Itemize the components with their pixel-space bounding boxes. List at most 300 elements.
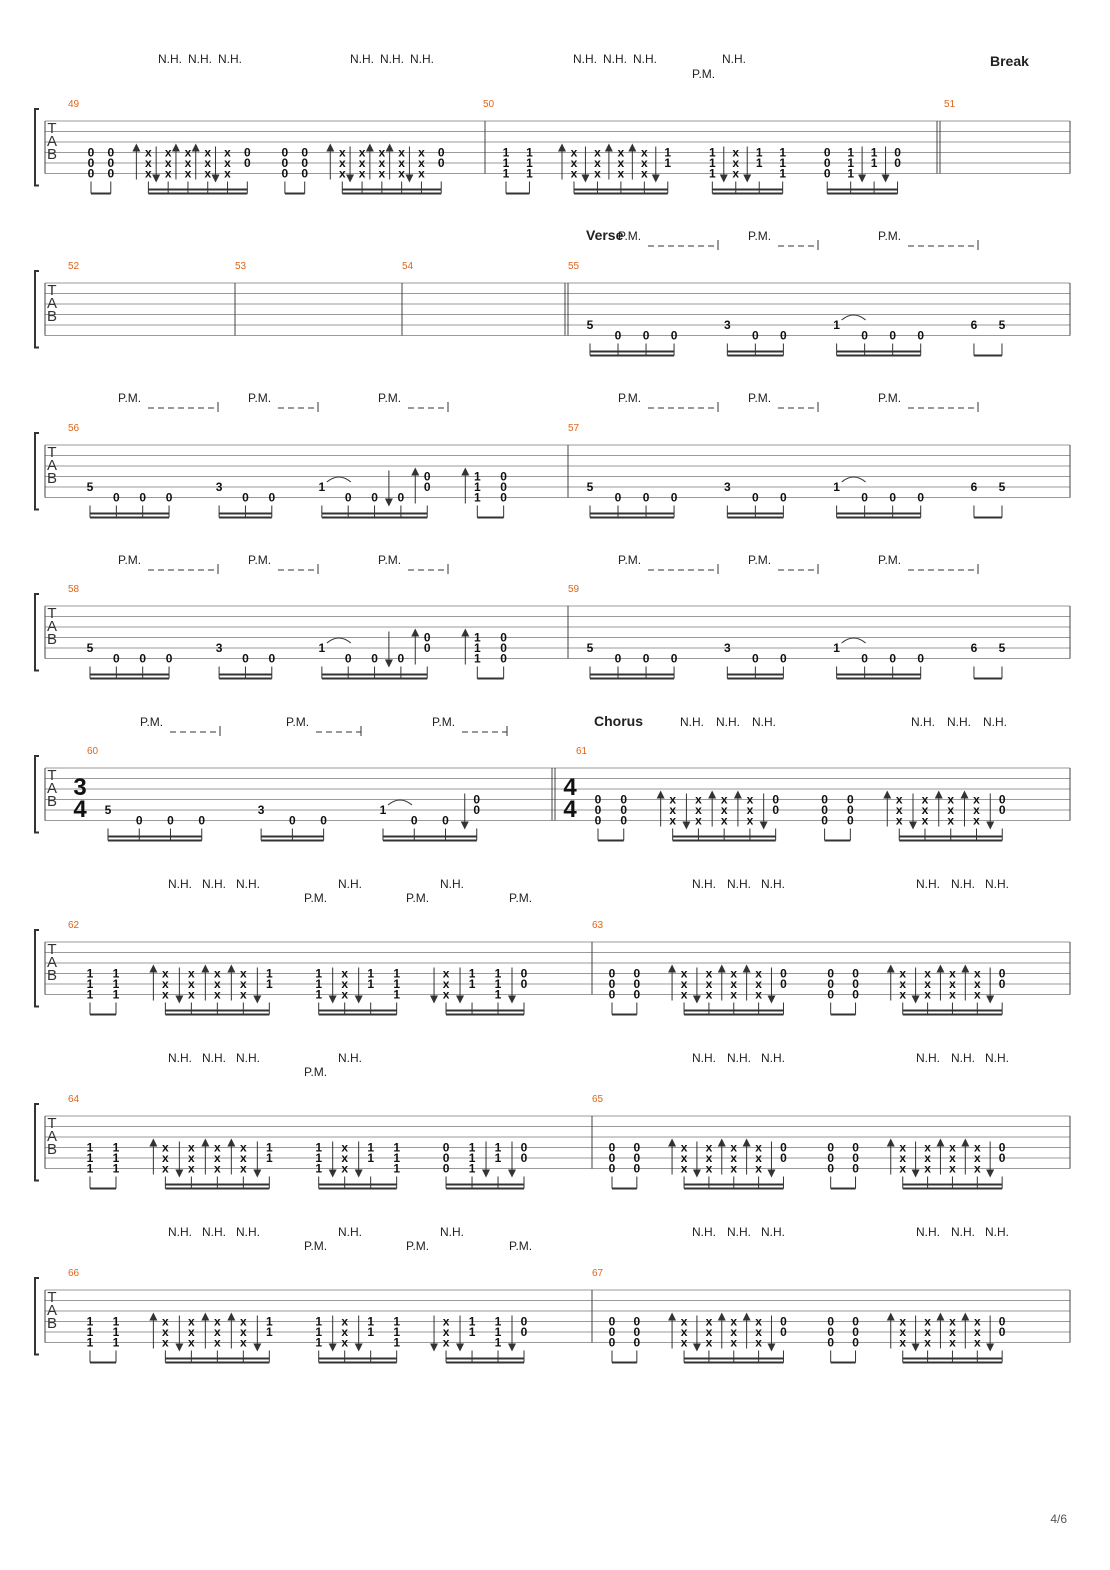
tab-fret-number: x xyxy=(921,813,929,828)
tab-fret-number: x xyxy=(188,987,195,1002)
tab-fret-number: 0 xyxy=(473,803,481,817)
tab-clef-letter: A xyxy=(46,457,58,474)
tab-fret-number: x xyxy=(924,1314,931,1329)
tab-fret-number: 0 xyxy=(608,977,616,991)
downstroke-arrow-icon xyxy=(720,175,728,183)
system-bracket xyxy=(35,109,39,186)
tab-fret-number: 5 xyxy=(86,641,94,655)
tab-fret-number: x xyxy=(924,1140,931,1155)
upstroke-arrow-icon xyxy=(461,629,469,637)
downstroke-arrow-icon xyxy=(329,1344,337,1352)
upstroke-arrow-icon xyxy=(936,1313,944,1321)
upstroke-arrow-icon xyxy=(628,144,636,152)
natural-harmonic-label: N.H. xyxy=(727,1225,751,1239)
tab-fret-number: 1 xyxy=(779,145,787,160)
tab-fret-number: 1 xyxy=(265,1325,273,1339)
tab-fret-number: 1 xyxy=(708,156,716,170)
tab-fret-number: x xyxy=(705,1161,713,1176)
tab-clef-letter: T xyxy=(47,444,57,461)
upstroke-arrow-icon xyxy=(227,1139,235,1147)
tab-fret-number: x xyxy=(188,1335,195,1350)
natural-harmonic-label: N.H. xyxy=(916,877,940,891)
natural-harmonic-label: N.H. xyxy=(727,1051,751,1065)
tab-fret-number: 0 xyxy=(423,630,431,645)
tab-fret-number: 0 xyxy=(827,1161,835,1176)
downstroke-arrow-icon xyxy=(175,1170,183,1178)
tab-fret-number: 0 xyxy=(998,966,1006,981)
tab-fret-number: 1 xyxy=(468,1325,476,1339)
tab-fret-number: 0 xyxy=(780,1140,787,1155)
tab-fret-number: 0 xyxy=(633,1161,641,1176)
tab-fret-number: x xyxy=(188,1151,195,1165)
tab-fret-number: 0 xyxy=(752,490,759,505)
tab-fret-number: 0 xyxy=(633,987,641,1002)
tab-fret-number: x xyxy=(617,145,625,160)
tab-fret-number: 1 xyxy=(112,1335,120,1350)
tab-fret-number: 1 xyxy=(315,1140,323,1155)
tab-fret-number: 1 xyxy=(265,1314,273,1329)
tab-fret-number: 0 xyxy=(268,651,276,666)
downstroke-arrow-icon xyxy=(456,996,464,1004)
system-bracket xyxy=(35,930,39,1007)
tab-fret-number: 0 xyxy=(827,1325,835,1339)
downstroke-arrow-icon xyxy=(346,175,354,183)
tab-fret-number: 0 xyxy=(998,1140,1006,1155)
upstroke-arrow-icon xyxy=(887,965,895,973)
downstroke-arrow-icon xyxy=(385,499,393,507)
tab-fret-number: x xyxy=(899,987,907,1002)
tab-fret-number: x xyxy=(145,145,152,160)
tab-fret-number: x xyxy=(204,156,212,170)
tab-fret-number: x xyxy=(338,166,346,181)
downstroke-arrow-icon xyxy=(581,175,589,183)
tab-fret-number: 0 xyxy=(107,156,115,170)
tab-fret-number: 0 xyxy=(281,156,289,170)
natural-harmonic-label: N.H. xyxy=(168,1051,192,1065)
tab-fret-number: x xyxy=(378,156,386,170)
tab-fret-number: 1 xyxy=(494,966,502,981)
tab-fret-number: 0 xyxy=(243,145,251,160)
tab-clef-letter: B xyxy=(46,631,58,648)
downstroke-arrow-icon xyxy=(912,1170,920,1178)
tab-fret-number: 0 xyxy=(633,1335,641,1350)
tab-fret-number: x xyxy=(730,1140,738,1155)
tab-fret-number: 0 xyxy=(594,803,602,817)
tab-fret-number: x xyxy=(730,1335,738,1350)
tab-fret-number: 1 xyxy=(393,966,401,981)
tab-fret-number: x xyxy=(949,1325,956,1339)
tab-fret-number: 0 xyxy=(827,966,835,981)
downstroke-arrow-icon xyxy=(152,175,160,183)
upstroke-arrow-icon xyxy=(201,1139,209,1147)
tab-fret-number: 0 xyxy=(113,651,120,666)
tab-fret-number: 6 xyxy=(970,641,978,655)
tab-fret-number: x xyxy=(924,966,931,981)
tab-fret-number: x xyxy=(732,166,740,181)
tab-fret-number: 1 xyxy=(315,1151,323,1165)
tab-fret-number: x xyxy=(924,1325,931,1339)
tab-fret-number: 0 xyxy=(500,641,507,655)
tab-fret-number: x xyxy=(640,145,648,160)
tab-fret-number: 0 xyxy=(823,166,831,181)
tab-fret-number: 0 xyxy=(633,966,641,981)
downstroke-arrow-icon xyxy=(329,1170,337,1178)
section-label-verse: Verse xyxy=(586,227,624,243)
tab-fret-number: 0 xyxy=(780,651,787,666)
tab-fret-number: x xyxy=(239,1314,247,1329)
tab-clef-letter: B xyxy=(46,146,58,163)
tab-fret-number: 0 xyxy=(772,792,780,807)
tab-fret-number: 0 xyxy=(620,792,628,807)
downstroke-arrow-icon xyxy=(385,660,393,668)
tab-fret-number: 1 xyxy=(664,145,672,160)
downstroke-arrow-icon xyxy=(767,996,775,1004)
tab-fret-number: x xyxy=(730,977,738,991)
downstroke-arrow-icon xyxy=(175,1344,183,1352)
natural-harmonic-label: N.H. xyxy=(218,52,242,66)
tab-fret-number: 0 xyxy=(852,1161,859,1176)
system-bracket xyxy=(35,271,39,348)
palm-mute-label: P.M. xyxy=(509,891,533,905)
tab-fret-number: x xyxy=(184,156,192,170)
tab-fret-number: 0 xyxy=(289,813,296,828)
downstroke-arrow-icon xyxy=(253,996,261,1004)
tab-fret-number: 1 xyxy=(367,966,375,981)
palm-mute-label: P.M. xyxy=(748,229,772,243)
tab-fret-number: 0 xyxy=(344,490,352,505)
tab-fret-number: 0 xyxy=(281,145,289,160)
tab-fret-number: x xyxy=(705,1314,713,1329)
downstroke-arrow-icon xyxy=(767,1344,775,1352)
tab-fret-number: 0 xyxy=(608,1335,616,1350)
tab-fret-number: 0 xyxy=(752,651,759,666)
tab-fret-number: 1 xyxy=(112,987,120,1002)
tab-fret-number: x xyxy=(730,966,738,981)
tab-fret-number: 5 xyxy=(586,480,594,494)
tab-fret-number: x xyxy=(730,1151,738,1165)
tab-fret-number: x xyxy=(341,1314,349,1329)
tab-fret-number: 0 xyxy=(780,966,787,981)
tab-fret-number: x xyxy=(338,156,346,170)
natural-harmonic-label: N.H. xyxy=(722,52,746,66)
tab-fret-number: 1 xyxy=(318,641,326,655)
tab-fret-number: 0 xyxy=(633,977,641,991)
tab-fret-number: x xyxy=(895,803,903,817)
tab-fret-number: 0 xyxy=(998,1151,1006,1165)
tab-fret-number: x xyxy=(899,1325,907,1339)
upstroke-arrow-icon xyxy=(936,965,944,973)
tab-fret-number: x xyxy=(899,1151,907,1165)
tab-fret-number: x xyxy=(746,792,754,807)
measure-number: 59 xyxy=(568,584,580,595)
tab-fret-number: 0 xyxy=(344,651,352,666)
tab-fret-number: 0 xyxy=(780,490,787,505)
tab-fret-number: 0 xyxy=(861,651,868,666)
tab-fret-number: 0 xyxy=(281,166,289,181)
natural-harmonic-label: N.H. xyxy=(761,1051,785,1065)
downstroke-arrow-icon xyxy=(212,175,220,183)
tab-fret-number: 0 xyxy=(410,813,418,828)
tab-fret-number: 1 xyxy=(86,977,94,991)
tab-fret-number: 0 xyxy=(998,792,1006,807)
tab-fret-number: 0 xyxy=(87,145,95,160)
palm-mute-label: P.M. xyxy=(618,553,642,567)
tab-fret-number: x xyxy=(949,977,956,991)
tab-fret-number: x xyxy=(695,813,702,828)
tab-fret-number: 0 xyxy=(917,490,925,505)
tab-fret-number: 0 xyxy=(852,1140,859,1155)
upstroke-arrow-icon xyxy=(961,791,969,799)
tab-clef-letter: A xyxy=(46,954,58,971)
tab-fret-number: 0 xyxy=(772,803,780,817)
tab-fret-number: x xyxy=(755,966,762,981)
upstroke-arrow-icon xyxy=(657,791,665,799)
tab-fret-number: x xyxy=(358,166,366,181)
tab-fret-number: x xyxy=(899,1140,907,1155)
tab-fret-number: 0 xyxy=(608,1161,616,1176)
tab-fret-number: x xyxy=(730,1314,738,1329)
palm-mute-label: P.M. xyxy=(618,229,642,243)
natural-harmonic-label: N.H. xyxy=(350,52,374,66)
palm-mute-label: P.M. xyxy=(248,391,272,405)
tab-fret-number: x xyxy=(378,145,386,160)
downstroke-arrow-icon xyxy=(253,1344,261,1352)
tab-fret-number: 0 xyxy=(87,156,95,170)
natural-harmonic-label: N.H. xyxy=(951,877,975,891)
tab-fret-number: x xyxy=(924,1161,931,1176)
tab-fret-number: x xyxy=(162,1151,169,1165)
downstroke-arrow-icon xyxy=(355,1170,363,1178)
natural-harmonic-label: N.H. xyxy=(716,715,740,729)
tab-fret-number: 0 xyxy=(642,328,650,343)
tab-fret-number: x xyxy=(947,803,955,817)
tab-fret-number: 0 xyxy=(894,145,901,160)
natural-harmonic-label: N.H. xyxy=(338,877,362,891)
tab-clef-letter: T xyxy=(47,120,57,137)
natural-harmonic-label: N.H. xyxy=(338,1051,362,1065)
tab-fret-number: 1 xyxy=(367,977,375,991)
tab-fret-number: x xyxy=(669,792,677,807)
downstroke-arrow-icon xyxy=(355,1344,363,1352)
tab-fret-number: 0 xyxy=(780,1151,787,1165)
tab-fret-number: 1 xyxy=(708,145,716,160)
tab-fret-number: 1 xyxy=(393,977,401,991)
tab-fret-number: x xyxy=(899,1314,907,1329)
tab-fret-number: 0 xyxy=(371,651,378,666)
tab-fret-number: 1 xyxy=(833,318,840,332)
measure-number: 50 xyxy=(483,99,495,110)
tab-fret-number: x xyxy=(973,792,980,807)
tab-fret-number: 1 xyxy=(112,1140,120,1155)
tab-fret-number: 0 xyxy=(371,490,378,505)
tab-fret-number: 0 xyxy=(301,166,309,181)
upstroke-arrow-icon xyxy=(668,1139,676,1147)
tab-fret-number: 3 xyxy=(215,641,223,655)
tab-fret-number: x xyxy=(341,987,349,1002)
natural-harmonic-label: N.H. xyxy=(916,1051,940,1065)
tab-fret-number: x xyxy=(680,1140,688,1155)
tab-fret-number: x xyxy=(680,1335,688,1350)
tab-fret-number: x xyxy=(973,977,981,991)
palm-mute-label: P.M. xyxy=(748,553,772,567)
tab-fret-number: 0 xyxy=(670,651,678,666)
tab-fret-number: 0 xyxy=(823,145,831,160)
tab-fret-number: 0 xyxy=(846,813,854,828)
tab-fret-number: 0 xyxy=(852,977,859,991)
tab-fret-number: 0 xyxy=(780,977,787,991)
tie-arc xyxy=(842,477,866,482)
section-label-chorus: Chorus xyxy=(594,713,643,729)
system-bracket xyxy=(35,1104,39,1181)
downstroke-arrow-icon xyxy=(355,996,363,1004)
downstroke-arrow-icon xyxy=(693,1344,701,1352)
tab-fret-number: 1 xyxy=(112,977,120,991)
tab-fret-number: 1 xyxy=(870,156,878,170)
time-signature-bottom: 4 xyxy=(73,796,87,823)
tab-fret-number: 0 xyxy=(852,1314,859,1329)
tab-fret-number: x xyxy=(732,145,740,160)
palm-mute-label: P.M. xyxy=(118,553,142,567)
downstroke-arrow-icon xyxy=(175,996,183,1004)
natural-harmonic-label: N.H. xyxy=(236,1051,260,1065)
tab-fret-number: x xyxy=(378,166,386,181)
tab-fret-number: 0 xyxy=(752,328,759,343)
tab-fret-number: 0 xyxy=(301,145,309,160)
tab-fret-number: 0 xyxy=(500,480,507,494)
tab-fret-number: x xyxy=(188,1161,195,1176)
palm-mute-label: P.M. xyxy=(748,391,772,405)
page-number: 4/6 xyxy=(1050,1512,1067,1526)
measure-number: 56 xyxy=(68,423,80,434)
tab-fret-number: 0 xyxy=(846,792,854,807)
tab-fret-number: 1 xyxy=(112,1151,120,1165)
measure-number: 58 xyxy=(68,584,80,595)
tab-fret-number: x xyxy=(617,166,625,181)
tab-fret-number: x xyxy=(341,1151,349,1165)
tab-fret-number: 0 xyxy=(520,1314,528,1329)
tab-fret-number: x xyxy=(705,987,713,1002)
upstroke-arrow-icon xyxy=(961,1139,969,1147)
palm-mute-label: P.M. xyxy=(878,229,902,243)
tab-fret-number: 1 xyxy=(315,977,323,991)
tab-fret-number: 1 xyxy=(870,145,878,160)
tab-fret-number: 0 xyxy=(780,1325,787,1339)
tab-fret-number: 1 xyxy=(473,641,481,655)
tab-fret-number: x xyxy=(680,987,688,1002)
natural-harmonic-label: N.H. xyxy=(727,877,751,891)
tab-fret-number: 1 xyxy=(708,166,716,181)
tab-fret-number: 0 xyxy=(821,792,828,807)
upstroke-arrow-icon xyxy=(201,965,209,973)
tab-fret-number: x xyxy=(214,987,221,1002)
natural-harmonic-label: N.H. xyxy=(951,1225,975,1239)
tab-clef-letter: B xyxy=(46,308,58,325)
tab-fret-number: x xyxy=(680,1314,688,1329)
downstroke-arrow-icon xyxy=(882,175,890,183)
tab-fret-number: 0 xyxy=(87,166,95,181)
tab-fret-number: x xyxy=(924,1151,931,1165)
natural-harmonic-label: N.H. xyxy=(692,877,716,891)
tab-fret-number: 0 xyxy=(861,490,868,505)
tab-fret-number: 0 xyxy=(642,490,650,505)
tab-fret-number: x xyxy=(755,1325,762,1339)
tab-fret-number: 0 xyxy=(889,328,897,343)
upstroke-arrow-icon xyxy=(718,1139,726,1147)
tab-fret-number: 1 xyxy=(393,1161,401,1176)
tab-fret-number: 0 xyxy=(670,490,678,505)
upstroke-arrow-icon xyxy=(718,1313,726,1321)
tab-fret-number: x xyxy=(949,1151,956,1165)
tab-fret-number: x xyxy=(214,1314,221,1329)
tab-fret-number: 1 xyxy=(468,1140,476,1155)
tab-fret-number: x xyxy=(398,156,405,170)
tab-fret-number: 1 xyxy=(265,1151,273,1165)
downstroke-arrow-icon xyxy=(912,996,920,1004)
tab-fret-number: 0 xyxy=(139,651,147,666)
tab-fret-number: 1 xyxy=(315,987,323,1002)
tab-fret-number: x xyxy=(895,813,903,828)
tab-fret-number: 3 xyxy=(215,480,223,494)
tab-fret-number: x xyxy=(214,966,221,981)
palm-mute-label: P.M. xyxy=(304,1239,328,1253)
tab-fret-number: 0 xyxy=(135,813,143,828)
tab-fret-number: x xyxy=(188,977,195,991)
tab-clef-letter: A xyxy=(46,618,58,635)
tab-fret-number: 1 xyxy=(473,630,481,645)
tab-fret-number: 1 xyxy=(779,166,787,181)
tab-fret-number: x xyxy=(594,156,601,170)
tab-fret-number: x xyxy=(341,966,349,981)
tab-fret-number: x xyxy=(949,966,956,981)
tab-fret-number: 1 xyxy=(494,1314,502,1329)
tab-fret-number: x xyxy=(164,156,172,170)
measure-number: 57 xyxy=(568,423,580,434)
natural-harmonic-label: N.H. xyxy=(158,52,182,66)
upstroke-arrow-icon xyxy=(887,1139,895,1147)
tab-clef-letter: T xyxy=(47,767,57,784)
natural-harmonic-label: N.H. xyxy=(188,52,212,66)
tab-fret-number: 1 xyxy=(468,977,476,991)
tab-fret-number: 5 xyxy=(998,318,1006,332)
tab-clef-letter: B xyxy=(46,1315,58,1332)
tab-fret-number: x xyxy=(204,166,212,181)
tab-fret-number: x xyxy=(973,1151,981,1165)
downstroke-arrow-icon xyxy=(986,1344,994,1352)
tab-fret-number: 1 xyxy=(494,1140,502,1155)
tab-fret-number: x xyxy=(162,987,169,1002)
tab-fret-number: x xyxy=(973,966,981,981)
tab-fret-number: 1 xyxy=(494,1151,502,1165)
natural-harmonic-label: N.H. xyxy=(761,1225,785,1239)
tab-fret-number: x xyxy=(239,1325,247,1339)
tab-fret-number: x xyxy=(224,156,231,170)
downstroke-arrow-icon xyxy=(329,996,337,1004)
measure-number: 62 xyxy=(68,920,80,931)
tab-fret-number: x xyxy=(341,1140,349,1155)
tab-fret-number: 5 xyxy=(586,641,594,655)
tab-fret-number: x xyxy=(239,1335,247,1350)
upstroke-arrow-icon xyxy=(961,1313,969,1321)
tab-fret-number: x xyxy=(341,1335,349,1350)
tab-fret-number: x xyxy=(162,1335,169,1350)
tab-fret-number: x xyxy=(184,145,192,160)
downstroke-arrow-icon xyxy=(693,996,701,1004)
downstroke-arrow-icon xyxy=(986,1170,994,1178)
tab-fret-number: 1 xyxy=(847,166,855,181)
tab-fret-number: x xyxy=(214,1140,221,1155)
tab-fret-number: 0 xyxy=(861,328,868,343)
upstroke-arrow-icon xyxy=(386,144,394,152)
